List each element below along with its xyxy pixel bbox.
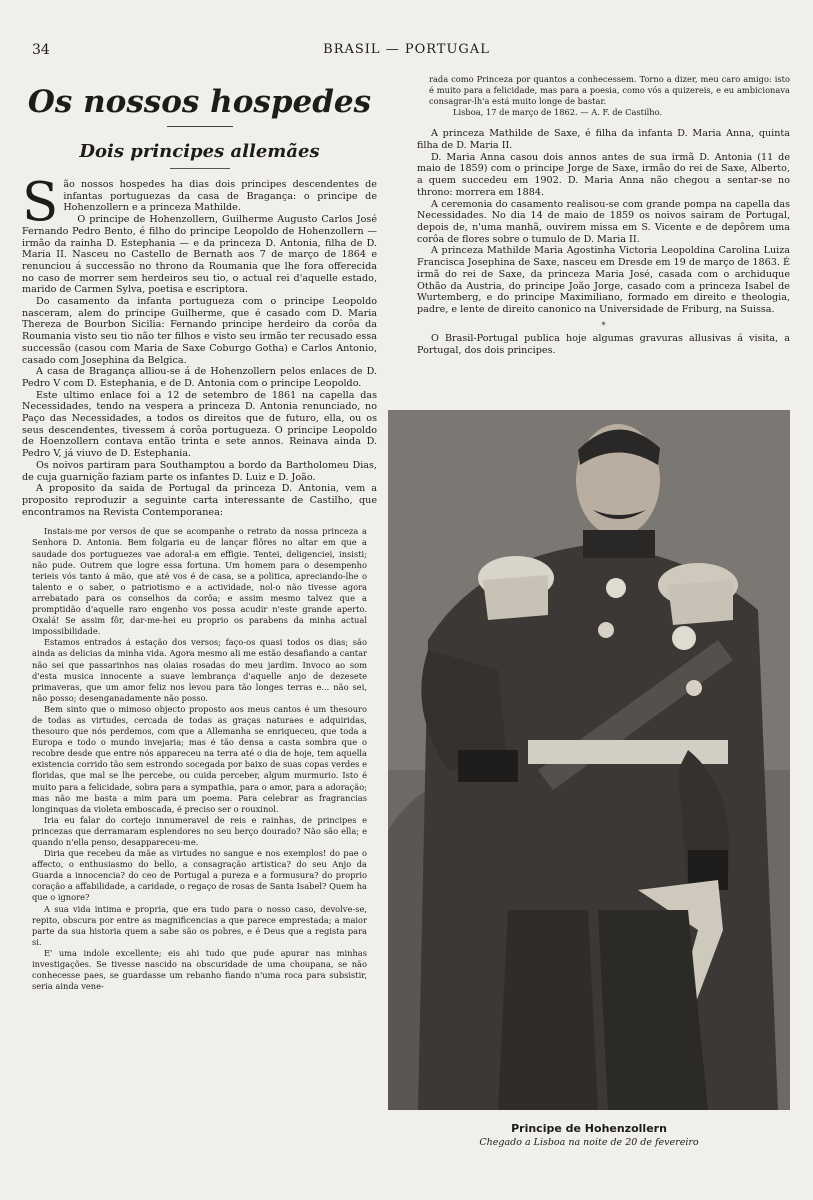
paragraph: São nossos hospedes ha dias dois principes descendentes de infantas portuguezas da casa de Bragança: o principe de Hohenzollern e a princeza Mathilde. — [22, 172, 377, 233]
letter-paragraph: E' uma indole excellente; eis ahi tudo que pude apurar nas minhas investigações. Se tivesse nascido na obscuridade de uma choupana, se não conhecesse paes, se guardasse um rebanho fiando n'uma roca para subsistir, seria ainda vene- — [32, 947, 367, 992]
letter-paragraph: Estamos entrados á estação dos versos; faço-os quasi todos os dias; são ainda as delicias da minha vida. Agora mesmo ali me estão desafiando a cantar não sei que passarinhos nas olaias rosadas do meu jardim. Invoco ao som d'esta musica innocente a suave lembrança d'aquelle anjo de dezesete primaveras, que um amor feliz nos levou para tão longes terras e... não sei, não posso; desenganadamente não posso. — [32, 637, 367, 703]
paragraph: Este ultimo enlace foi a 12 de setembro de 1861 na capella das Necessidades, tendo na vespera a princeza D. Antonia renunciado, no Paço das Necessidades, a todos os direitos que de futuro, ella, ou os seus descendentes, tivessem á corôa portugueza. O principe Leopoldo de Hoenzollern contava então trinta e sete annos. Reinava ainda D. Pedro V, já viuvo de D. Estephania. — [22, 389, 377, 460]
page-number: 34 — [32, 42, 50, 58]
subtitle-rule — [170, 168, 230, 169]
photo-caption — [388, 1122, 790, 1148]
right-body — [417, 128, 790, 356]
portrait-illustration — [388, 410, 790, 1110]
page-header — [0, 38, 813, 60]
paragraph: A princeza Mathilde de Saxe, é filha da infanta D. Maria Anna, quinta filha de D. Maria II. — [417, 128, 790, 152]
drop-cap: S — [22, 172, 59, 233]
running-title: BRASIL — PORTUGAL — [323, 42, 490, 57]
letter-paragraph: Iria eu falar do cortejo innumeravel de reis e rainhas, de principes e princezas que derramaram esplendores no seu berço dourado? Não são ella; e quando n'ella penso, desappareceu-me. — [32, 814, 367, 848]
quoted-letter — [32, 526, 367, 992]
left-column — [22, 76, 377, 1156]
caption-title: Principe de Hohenzollern — [511, 1122, 667, 1135]
right-column — [417, 74, 790, 357]
paragraph: A casa de Bragança alliou-se á de Hohenzollern pelos enlaces de D. Pedro V com D. Estephania, e de D. Antonia com o principe Leopoldo. — [22, 366, 377, 389]
portrait-photo — [388, 410, 790, 1110]
paragraph: A proposito da saida de Portugal da princeza D. Antonia, vem a proposito reproduzir a seguinte carta interessante de Castilho, que encontramos na Revista Contemporanea: — [22, 483, 377, 518]
article-title: Os nossos hospedes — [27, 84, 372, 120]
article-subtitle: Dois principes allemães — [79, 141, 320, 162]
letter-paragraph: rada como Princeza por quantos a conhecessem. Torno a dizer, meu caro amigo: isto é muito para a felicidade, mas para a poesia, como vós a quizereis, e eu ambicionava consagrar-lh'a está muito longe de bastar. — [429, 74, 790, 107]
paragraph: Os noivos partiram para Southamptou a bordo da Bartholomeu Dias, de cuja guarnição faziam parte os infantes D. Luiz e D. João. — [22, 459, 377, 483]
letter-continuation — [429, 74, 790, 118]
letter-signature: Lisboa, 17 de março de 1862. — A. F. de Castilho. — [453, 107, 663, 118]
paragraph: Do casamento da infanta portugueza com o principe Leopoldo nasceram, alem do principe Guilherme, que é casado com D. Maria Thereza de Bourbon Sicilia: Fernando principe herdeiro da corôa da Roumania visto seu tio não ter filhos e visto seu irmão ter recusado essa successão (casou com Maria de Saxe Coburgo Gotha) e Carlos Antonio, casado com Josephina da Belgica. — [22, 296, 377, 366]
paragraph: O principe de Hohenzollern, Guilherme Augusto Carlos José Fernando Pedro Bento, é filho do principe Leopoldo de Hohenzollern — irmão da rainha D. Estephania — e da princeza D. Antonia, filha de D. Maria II. Nasceu no Castello de Bernath aos 7 de março de 1864 e renunciou á successão no throno da Roumania que lhe fora offerecida no caso de morrer sem herdeiros seu tio, o actual rei d'aquelle estado, marido de Carmen Sylva, poetisa e escriptora. — [22, 214, 377, 296]
letter-paragraph: Instais-me por versos de que se acompanhe o retrato da nossa princeza a Senhora D. Antonia. Bem folgaria eu de lançar flôres no altar em que a saudade dos portuguezes vae adoral-a em effigie. Tentei, deligenciei, insisti; não pude. Outrem que logre essa fortuna. Um homem para o desempenho terieis vós tanto á mão, que até vos é de casa, se a politica, apreciando-lhe o talento e o saber, o patriotismo e a actividade, nol-o não tivesse agora arrebatado para os conselhos da corôa; e assim mesmo talvez que a promptidão d'aquelle raro engenho vos possa acudir n'este grande aperto. Oxalá! Se assim fôr, dar-me-hei eu proprio os parabens da minha actual impossibilidade. — [32, 526, 367, 637]
paragraph: A princeza Mathilde Maria Agostinha Victoria Leopoldina Carolina Luiza Francisca Josephina de Saxe, nasceu em Dresde em 19 de março de 1863. É irmã do rei de Saxe, da princeza Maria José, casada com o archiduque Othão da Austria, do principe João Jorge, casado com a princeza Isabel de Wurtemberg, e do principe Maximiliano, formado em direito e theologia, padre, e lente de direito canonico na Universidade de Friburg, na Suissa. — [417, 245, 790, 315]
title-rule — [167, 126, 233, 127]
letter-paragraph: A sua vida intima e propria, que era tudo para o nosso caso, devolve-se, repito, obscura por entre as magnificencias a que parece emprestada; a maior parte da sua historia quem a sabe são os pobres, e é Deus que a regista para si. — [32, 903, 367, 947]
article-body — [22, 172, 377, 518]
paragraph: D. Maria Anna casou dois annos antes de sua irmã D. Antonia (11 de maio de 1859) com o principe Jorge de Saxe, irmão do rei de Saxe, Alberto, a quem succedeu em 1902. D. Maria Anna não chegou a sentar-se no throno: morrera em 1884. — [417, 151, 790, 198]
paragraph: A ceremonia do casamento realisou-se com grande pompa na capella das Necessidades. No dia 14 de maio de 1859 os noivos sairam de Portugal, depois de, n'uma manhã, ouvirem missa em S. Vicente e de depôrem uma corôa de flores sobre o tumulo de D. Maria II. — [417, 198, 790, 245]
letter-paragraph: Bem sinto que o mimoso objecto proposto aos meus cantos é um thesouro de todas as virtudes, cercada de todas as graças naturaes e adquiridas, thesouro que nós perdemos, com que a Allemanha se enriqueceu, que toda a Europa e todo o mundo invejaria; mas é tão densa a casta sombra que o recobre desde que entre nós appareceu na terra até o dia de hoje, tem aquella existencia corrido tão sem estrondo socegada por baixo de suas copas verdes e floridas, que mal se lhe percebe, ou cuida perceber, algum murmurio. Isto é muito para a felicidade, sobra para a sympathia, para o amor, para a adoração; mas não me basta a mim para um poema. Para celebrar as fragrancias longinquas da violeta emboscada, é preciso ser o rouxinol. — [32, 703, 367, 814]
asterism: * — [601, 320, 606, 330]
letter-paragraph: Diria que recebeu da mãe as virtudes no sangue e nos exemplos! do pae o affecto, o enthusiasmo do bello, a consagração artistica? do seu Anjo da Guarda a innocencia? do ceo de Portugal a pureza e a formusura? do proprio coração a affabilidade, a caridade, o regaço de rosas de Santa Isabel? Quem ha que o ignore? — [32, 848, 367, 903]
caption-subtitle: Chegado a Lisboa na noite de 20 de fevereiro — [479, 1137, 699, 1148]
closing-paragraph: O Brasil-Portugal publica hoje algumas gravuras allusivas á visita, a Portugal, dos dois principes. — [417, 333, 790, 357]
